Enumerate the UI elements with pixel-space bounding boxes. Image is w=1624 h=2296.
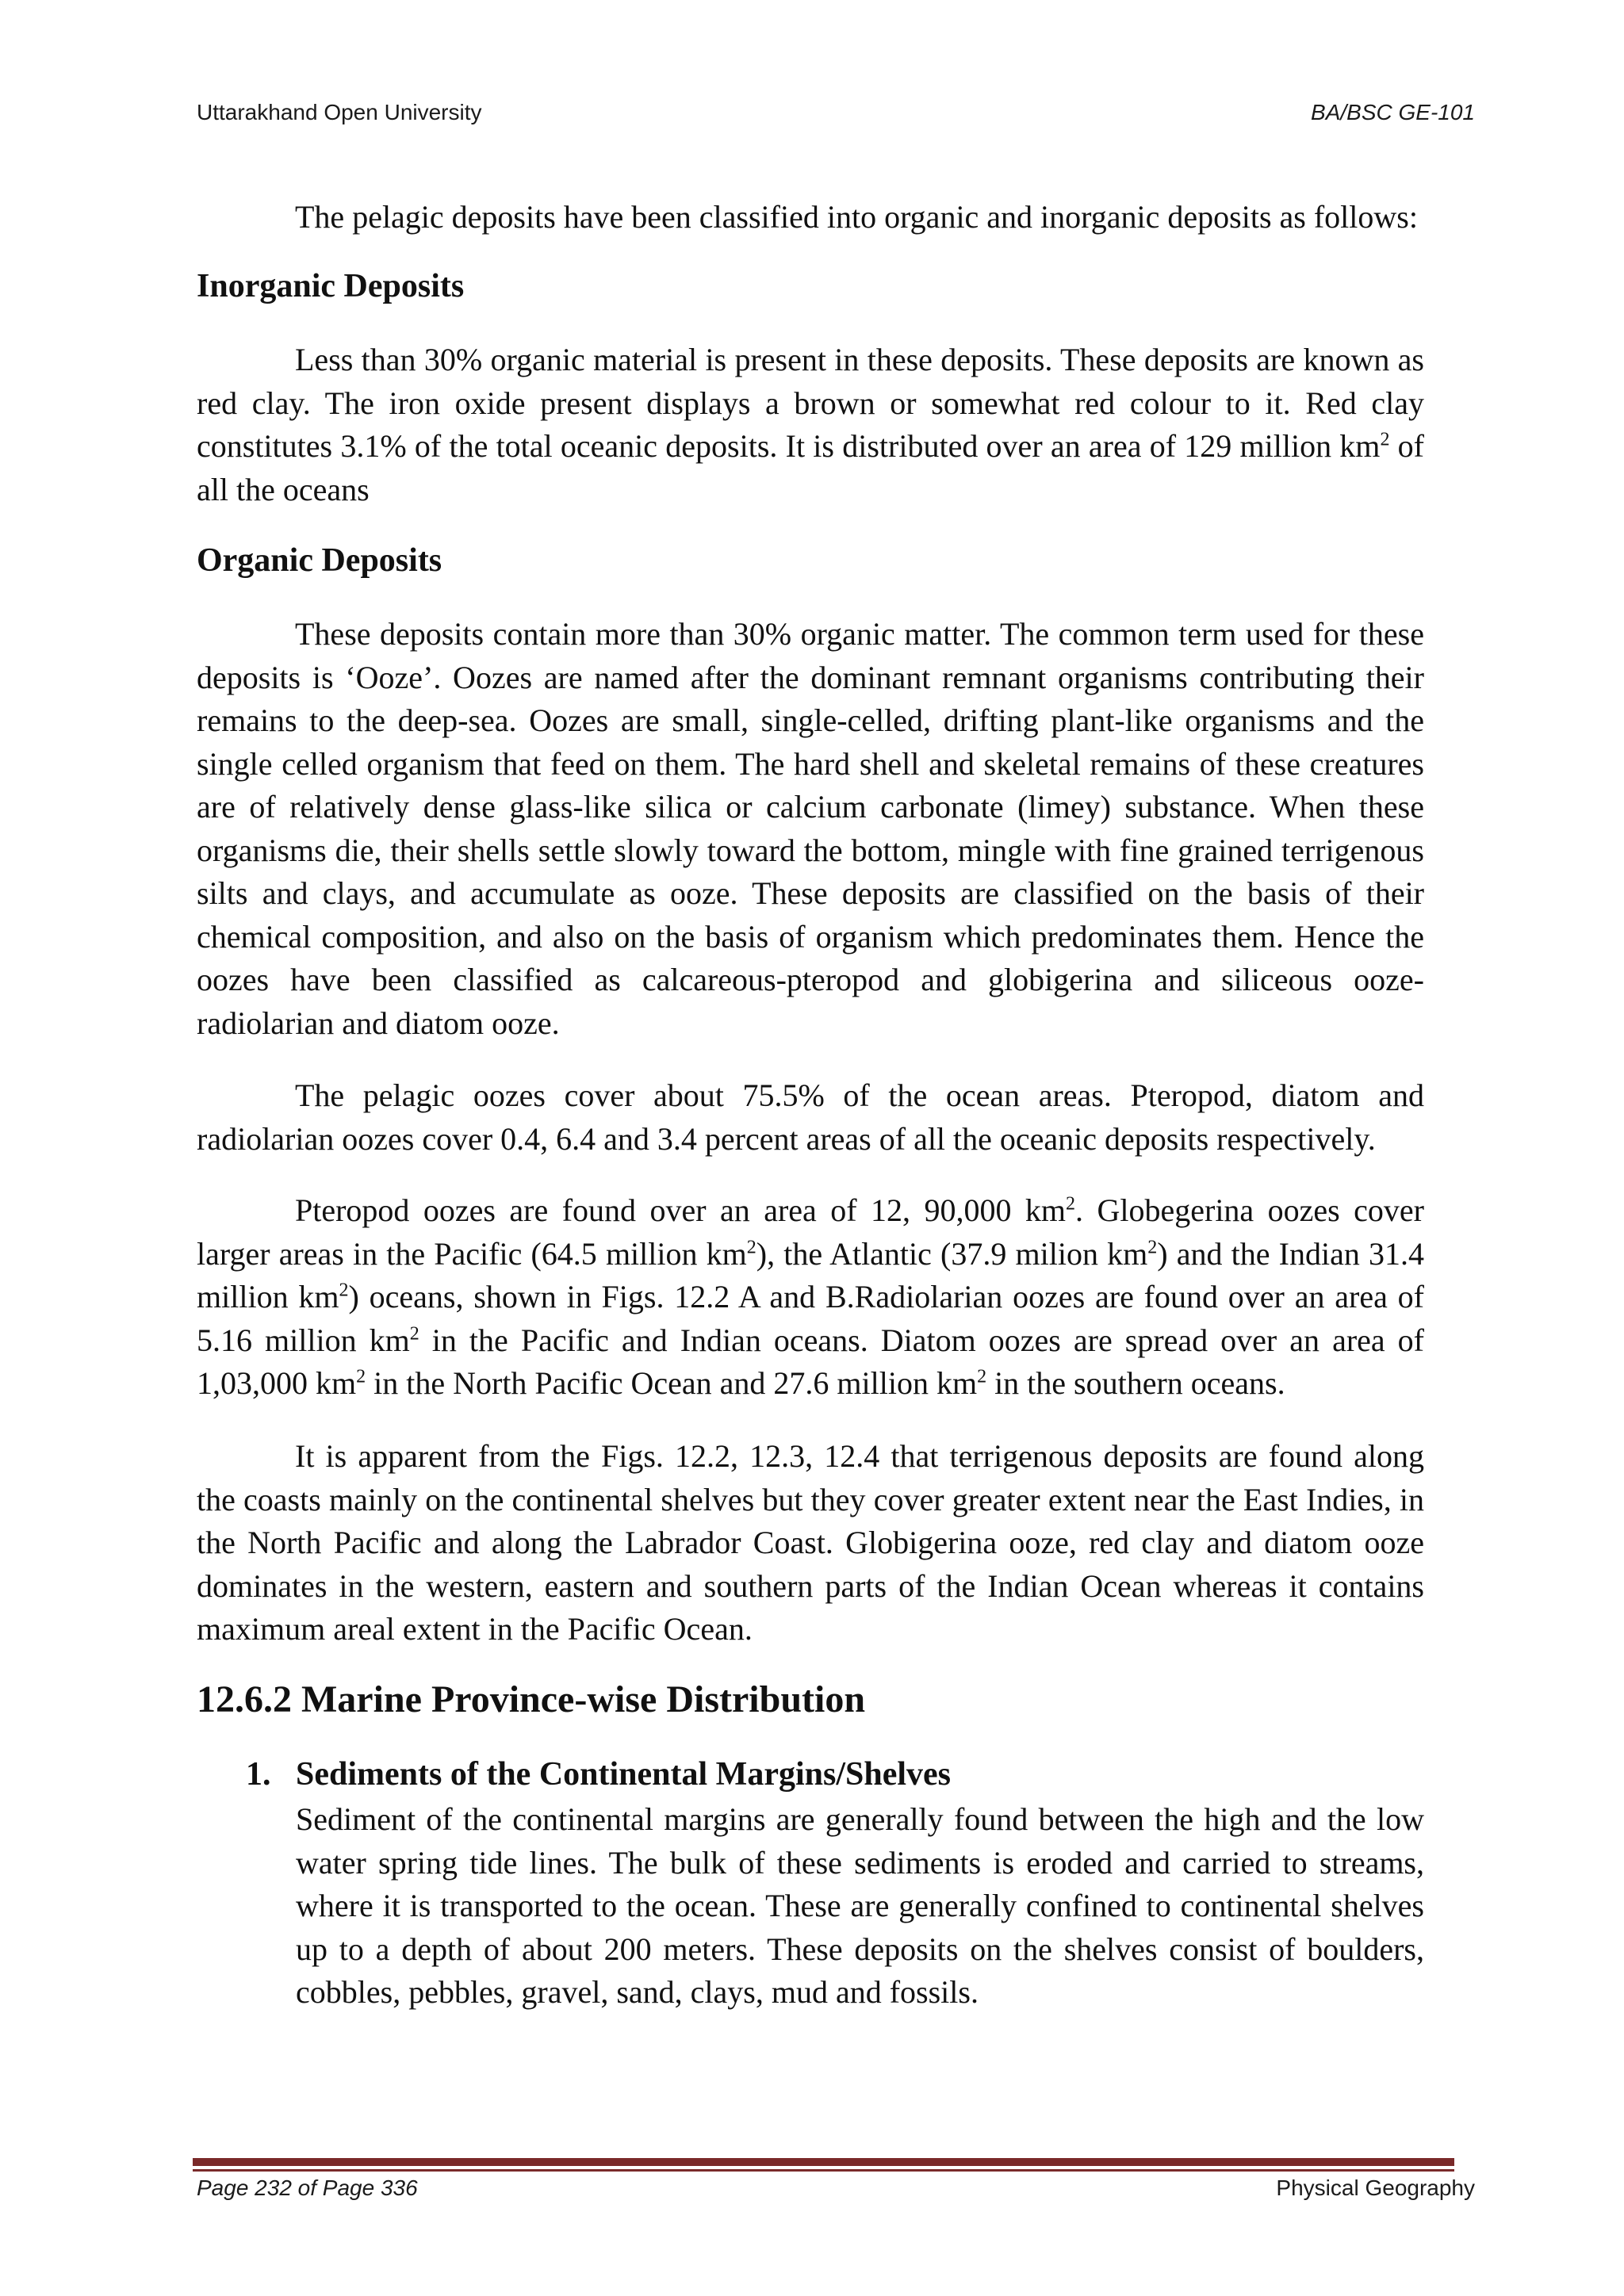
pelagic-oozes-paragraph: The pelagic oozes cover about 75.5% of the ocean areas. Pteropod, diatom and radiolarian oozes cover 0.4, 6.4 and 3.4 percent areas of all the oceanic deposits respectively. bbox=[197, 1077, 1424, 1157]
inorganic-deposits-paragraph: Less than 30% organic material is present in these deposits. These deposits are known as red clay. The iron oxide present displays a brown or somewhat red colour to it. Red clay constitutes 3.1% of the total oceanic deposits. It is distributed over an area of 129 million $km^2$ of all the oceans bbox=[197, 342, 1424, 507]
list-number: 1. bbox=[246, 1756, 271, 1793]
organic-deposits-paragraph: These deposits contain more than 30% organic matter. The common term used for these deposits is ‘Ooze’. Oozes are named after the dominant remnant organisms contributing their remains to the deep-sea. Oozes are small, single-celled, drifting plant-like organisms and the single celled organism that feed on them. The hard shell and skeletal remains of these creatures are of relatively dense glass-like silica or calcium carbonate (limey) substance. When these organisms die, their shells settle slowly toward the bottom, mingle with fine grained terrigenous silts and clays, and accumulate as ooze. These deposits are classified on the basis of their chemical composition, and also on the basis of organism which predominates them. Hence the oozes have been classified as calcareous-pteropod and globigerina and siliceous ooze-radiolarian and diatom ooze. bbox=[197, 616, 1424, 1041]
inorganic-deposits-heading: Inorganic Deposits bbox=[197, 268, 465, 304]
footer-page-number: Page 232 of Page 336 bbox=[197, 2175, 418, 2200]
pteropod-oozes-paragraph: Pteropod oozes are found over an area of 12, 90,000 $km^2$. Globegerina oozes cover larger areas in the Pacific (64.5 million $km^2$), the Atlantic (37.9 milion $km^2$) and the Indian 31.4 million $km^2$) oceans, shown in Figs. 12.2 A and B.Radiolarian oozes are found over an area of 5.16 million $km^2$ in the Pacific and Indian oceans. Diatom oozes are spread over an area of 1,03,000 $km^2$ in the North Pacific Ocean and 27.6 million $km^2$ in the southern oceans. bbox=[197, 1192, 1424, 1401]
section-heading: 12.6.2 Marine Province-wise Distribution bbox=[197, 1678, 866, 1720]
header-university: Uttarakhand Open University bbox=[197, 100, 482, 124]
header-course-code: BA/BSC GE-101 bbox=[1311, 100, 1475, 124]
organic-deposits-heading: Organic Deposits bbox=[197, 542, 442, 579]
footer-subject: Physical Geography bbox=[1276, 2175, 1475, 2200]
list-item-title: Sediments of the Continental Margins/Shelves bbox=[296, 1756, 952, 1793]
footer-rule bbox=[193, 2158, 1454, 2166]
terrigenous-deposits-paragraph: It is apparent from the Figs. 12.2, 12.3, 12.4 that terrigenous deposits are found along the coasts mainly on the continental shelves but they cover greater extent near the East Indies, in the North Pacific and along the Labrador Coast. Globigerina ooze, red clay and diatom ooze dominates in the western, eastern and southern parts of the Indian Ocean whereas it contains maximum areal extent in the Pacific Ocean. bbox=[197, 1438, 1424, 1647]
list-item-paragraph: Sediment of the continental margins are generally found between the high and the low water spring tide lines. The bulk of these sediments is eroded and carried to streams, where it is transported to the ocean. These are generally confined to continental shelves up to a depth of about 200 meters. These deposits on the shelves consist of boulders, cobbles, pebbles, gravel, sand, clays, mud and fossils. bbox=[296, 1801, 1424, 2010]
footer-rule-thin bbox=[193, 2169, 1454, 2172]
intro-paragraph: The pelagic deposits have been classified into organic and inorganic deposits as follows: bbox=[295, 199, 1418, 235]
